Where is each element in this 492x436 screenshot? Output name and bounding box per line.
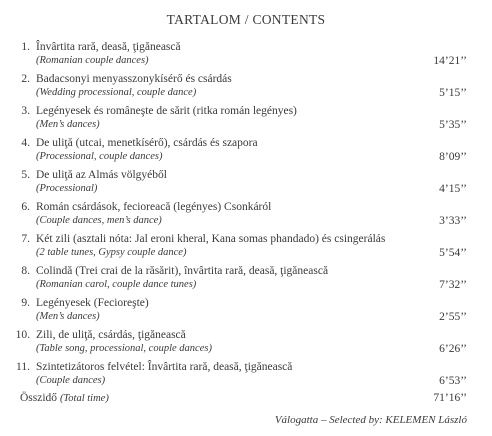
track-duration: 7’32’’ — [439, 279, 467, 291]
track-number: 8. — [21, 265, 30, 277]
track-number: 2. — [21, 73, 30, 85]
track-row — [0, 296, 492, 327]
total-label: Összidő — [20, 392, 58, 404]
track-title: Învârtita rară, deasă, ţigănească — [36, 41, 181, 53]
track-row — [0, 264, 492, 295]
track-subtitle: (Romanian couple dances) — [36, 55, 149, 66]
track-number: 3. — [21, 105, 30, 117]
track-row — [0, 328, 492, 359]
track-subtitle: (Couple dances, men’s dance) — [36, 215, 162, 226]
track-row — [0, 168, 492, 199]
track-number: 6. — [21, 201, 30, 213]
track-row — [0, 136, 492, 167]
track-subtitle: (Processional) — [36, 183, 98, 194]
track-duration: 2’55’’ — [439, 311, 467, 323]
track-subtitle: (Wedding processional, couple dance) — [36, 87, 197, 98]
track-subtitle: (Table song, processional, couple dances) — [36, 343, 212, 354]
track-number: 9. — [21, 297, 30, 309]
track-number: 11. — [16, 361, 30, 373]
track-subtitle: (2 table tunes, Gypsy couple dance) — [36, 247, 187, 258]
track-row — [0, 72, 492, 103]
track-row — [0, 200, 492, 231]
track-duration: 5’15’’ — [439, 87, 467, 99]
total-label-en: (Total time) — [59, 393, 109, 404]
track-title: Colindă (Trei crai de la răsărit), învârtita rară, deasă, ţigănească — [36, 265, 329, 277]
track-number: 4. — [21, 137, 30, 149]
track-title: De uliţă az Almás völgyéből — [36, 169, 167, 181]
track-row — [0, 360, 492, 391]
page-title: TARTALOM / CONTENTS — [166, 12, 326, 27]
track-duration: 4’15’’ — [439, 183, 467, 195]
track-subtitle: (Couple dances) — [36, 375, 106, 386]
total-label-group — [20, 391, 109, 406]
track-title: Szintetizátoros felvétel: Învârtita rară, deasă, ţigănească — [36, 361, 293, 373]
track-title: Zili, de uliţă, csárdás, ţigănească — [36, 329, 186, 341]
track-title: Két zili (asztali nóta: Jal eroni kheral, Kana somas phandado) és csingerálás — [36, 233, 386, 245]
track-title: De uliţă (utcai, menetkísérő), csárdás és szapora — [36, 137, 258, 149]
track-duration: 6’26’’ — [439, 343, 467, 355]
track-number: 1. — [21, 41, 30, 53]
track-subtitle: (Men’s dances) — [36, 311, 100, 322]
track-row — [0, 104, 492, 135]
track-duration: 5’35’’ — [439, 119, 467, 131]
track-duration: 6’53’’ — [439, 375, 467, 387]
track-number: 5. — [21, 169, 30, 181]
track-duration: 8’09’’ — [439, 151, 467, 163]
total-duration: 71’16’’ — [433, 392, 467, 404]
track-duration: 14’21’’ — [433, 55, 467, 67]
total-row — [0, 391, 492, 407]
track-row — [0, 40, 492, 71]
track-duration: 5’54’’ — [439, 247, 467, 259]
track-number: 10. — [15, 329, 30, 341]
track-duration: 3’33’’ — [439, 215, 467, 227]
credit-line: Válogatta – Selected by: KELEMEN László — [274, 414, 467, 426]
track-subtitle: (Men’s dances) — [36, 119, 100, 130]
track-title: Román csárdások, fecioreacă (legényes) Csonkáról — [36, 201, 272, 213]
track-row — [0, 232, 492, 263]
track-title: Legényesek és româneşte de sărit (ritka román legényes) — [36, 105, 297, 117]
track-number: 7. — [21, 233, 30, 245]
track-title: Legényesek (Fecioreşte) — [36, 297, 149, 309]
track-subtitle: (Romanian carol, couple dance tunes) — [36, 279, 197, 290]
track-title: Badacsonyi menyasszonykísérő és csárdás — [36, 73, 232, 85]
track-subtitle: (Processional, couple dances) — [36, 151, 163, 162]
